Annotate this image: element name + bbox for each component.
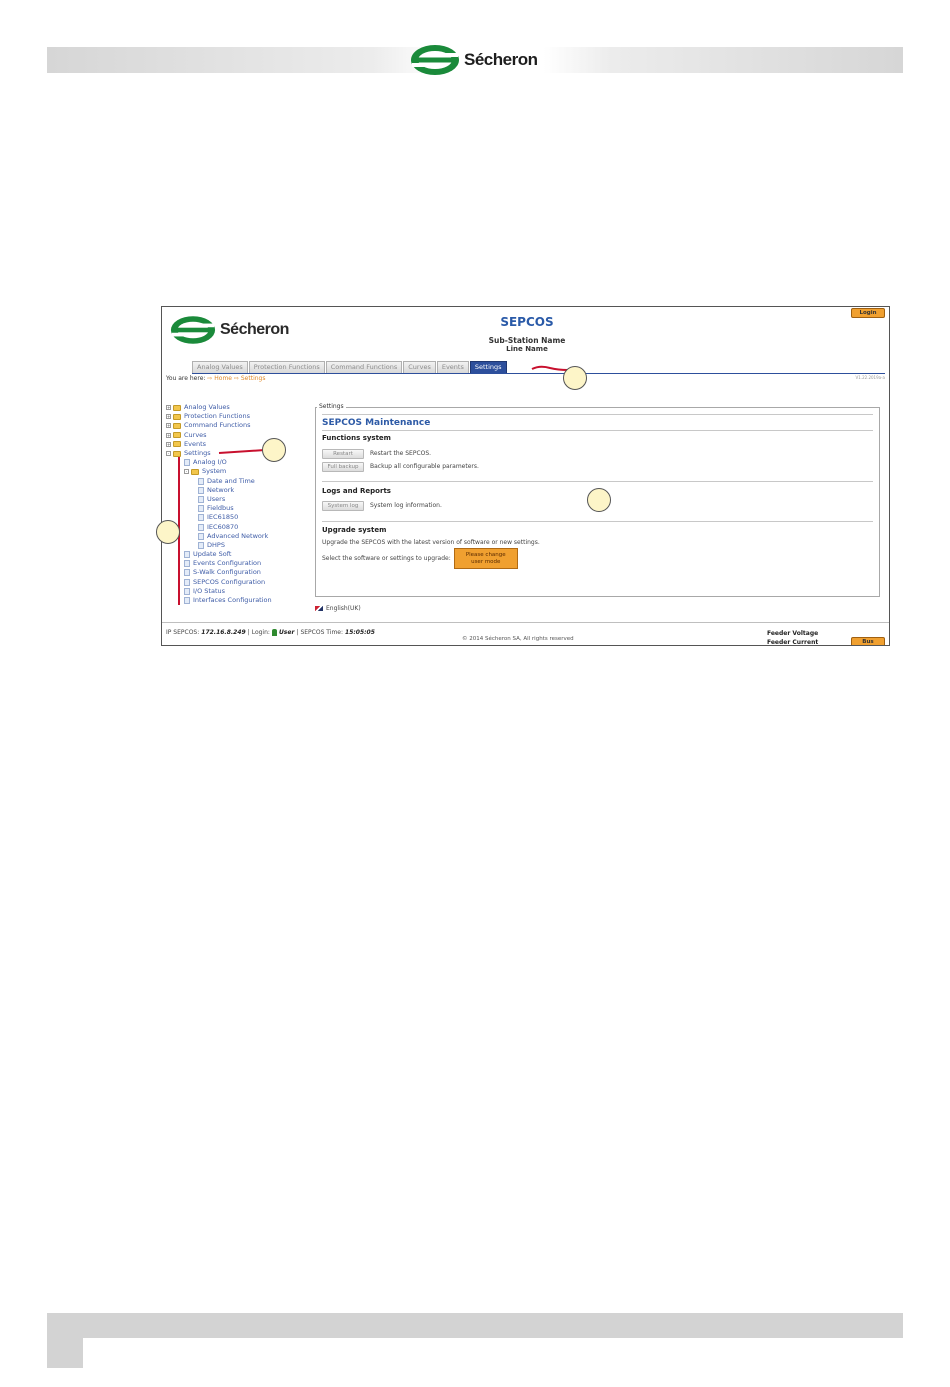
language-label: English(UK) [326, 605, 361, 612]
page-icon [198, 496, 204, 503]
panel-legend: Settings [319, 403, 344, 410]
upgrade-system-heading: Upgrade system [322, 526, 387, 534]
version-label: V1.22.2019a-a [855, 375, 885, 380]
folder-icon [173, 414, 181, 420]
tree-item[interactable] [166, 568, 306, 577]
time-value: 15:05:05 [345, 629, 375, 636]
page-icon [184, 560, 190, 567]
breadcrumb-arrow-icon: ⇨ [207, 375, 213, 382]
restart-button[interactable]: Restart [322, 449, 364, 459]
page-icon [198, 514, 204, 521]
collapse-icon[interactable]: - [167, 451, 170, 457]
tree-item-label: DHPS [207, 540, 225, 549]
callout-line-2 [217, 447, 267, 457]
user-icon [272, 629, 277, 636]
breadcrumb-arrow-icon: ⇨ [233, 375, 239, 382]
change-user-mode-button[interactable] [454, 548, 518, 569]
functions-system-heading: Functions system [322, 434, 391, 442]
login-button[interactable]: Login [851, 308, 885, 318]
tab-settings[interactable]: Settings [470, 361, 507, 373]
tree-item[interactable] [166, 486, 306, 495]
tree-item-label: Curves [184, 430, 207, 439]
uk-flag-icon [315, 606, 323, 611]
tree-item-label: I/O Status [193, 586, 226, 595]
tree-item[interactable] [166, 541, 306, 550]
tree-item-label: Analog I/O [193, 458, 227, 467]
page-brand-logo [410, 44, 537, 76]
page-icon [198, 478, 204, 485]
feeder-voltage-label: Feeder Voltage [767, 630, 819, 637]
expand-icon[interactable]: + [167, 423, 171, 429]
upgrade-description: Upgrade the SEPCOS with the latest version of software or new settings. [322, 539, 540, 546]
tree-item-label: Events [184, 439, 207, 448]
page-icon [184, 597, 190, 604]
secheron-logo-icon [170, 315, 216, 345]
system-log-description: System log information. [370, 502, 442, 509]
page-icon [184, 569, 190, 576]
tree-item-label: Settings [184, 449, 211, 458]
tree-item[interactable] [166, 467, 306, 476]
tree-item-label: S-Walk Configuration [193, 568, 261, 577]
panel-title: SEPCOS Maintenance [322, 418, 431, 428]
tree-item[interactable] [166, 458, 306, 467]
expand-icon[interactable]: + [167, 441, 171, 447]
tree-item-label: Update Soft [193, 550, 232, 559]
tree-item[interactable] [166, 495, 306, 504]
line-name: Line Name [506, 345, 548, 353]
breadcrumb-current: Settings [240, 375, 266, 382]
expand-icon[interactable]: + [167, 432, 171, 438]
tree-item[interactable] [166, 587, 306, 596]
ip-value: 172.16.8.249 [201, 629, 246, 636]
system-log-button[interactable]: System log [322, 501, 364, 511]
tab-curves[interactable]: Curves [403, 361, 436, 373]
tree-item[interactable] [166, 421, 306, 430]
tree-item[interactable] [166, 477, 306, 486]
tree-item-label: System [202, 467, 227, 476]
tree-item-label: Advanced Network [207, 531, 269, 540]
change-user-mode-line1: Please change [465, 552, 506, 558]
page-icon [184, 579, 190, 586]
tree-item-label: Fieldbus [207, 504, 234, 513]
tree-item-label: IEC60870 [207, 522, 239, 531]
sub-station-name: Sub-Station Name [488, 336, 566, 345]
tab-command-functions[interactable]: Command Functions [326, 361, 403, 373]
tree-item[interactable] [166, 412, 306, 421]
tree-item-label: Network [207, 485, 235, 494]
folder-icon [173, 441, 181, 447]
settings-tree [166, 403, 306, 605]
tree-item[interactable] [166, 522, 306, 531]
expand-icon[interactable]: + [167, 414, 171, 420]
tree-item[interactable] [166, 431, 306, 440]
tree-item[interactable] [166, 403, 306, 412]
feeder-readouts [767, 629, 818, 646]
page-footer-tab [47, 1338, 83, 1368]
tree-item-label: IEC61850 [207, 513, 239, 522]
tree-item-label: Analog Values [184, 403, 230, 412]
callout-circle-1 [563, 366, 587, 390]
tree-item[interactable] [166, 532, 306, 541]
folder-icon [173, 405, 181, 411]
tree-item[interactable] [166, 550, 306, 559]
folder-icon [191, 469, 199, 475]
callout-circle-2 [262, 438, 286, 462]
folder-icon [173, 423, 181, 429]
page-icon [198, 542, 204, 549]
page-icon [198, 533, 204, 540]
page-brand-text: Sécheron [464, 50, 538, 69]
language-selector[interactable] [315, 605, 361, 612]
page-icon [198, 505, 204, 512]
page-icon [198, 487, 204, 494]
tab-protection-functions[interactable]: Protection Functions [249, 361, 325, 373]
restart-description: Restart the SEPCOS. [370, 450, 432, 457]
login-label: Login: [251, 629, 270, 636]
tree-item[interactable] [166, 513, 306, 522]
status-bar: IP SEPCOS: 172.16.8.249 | Login: User | SEPCOS Time: 15:05:05 [166, 629, 375, 636]
page-icon [184, 588, 190, 595]
main-tabs [192, 361, 507, 373]
user-value: User [278, 629, 295, 636]
secheron-logo-icon [410, 44, 460, 76]
feeder-current-label: Feeder Current [767, 639, 819, 646]
tab-events[interactable]: Events [437, 361, 469, 373]
time-label: SEPCOS Time: [300, 629, 344, 636]
tree-item-label: Date and Time [207, 476, 255, 485]
ip-label: IP SEPCOS: [166, 629, 200, 636]
copyright: © 2014 Sécheron SA, All rights reserved [462, 636, 574, 642]
app-title: SEPCOS [500, 315, 554, 329]
folder-icon [173, 451, 181, 457]
upgrade-select-label: Select the software or settings to upgrade: [322, 555, 451, 562]
page-footer-band [47, 1313, 903, 1338]
tree-item-label: Events Configuration [193, 559, 262, 568]
callout-circle-3 [587, 488, 611, 512]
status-divider [162, 622, 889, 623]
tree-item-label: SEPCOS Configuration [193, 577, 266, 586]
change-user-mode-line2: user mode [471, 559, 501, 565]
bus-button[interactable]: Bus [851, 637, 885, 646]
page-icon [184, 459, 190, 466]
tab-analog-values[interactable]: Analog Values [192, 361, 248, 373]
tree-item[interactable] [166, 578, 306, 587]
tree-item-label: Interfaces Configuration [193, 596, 272, 605]
sepcos-web-ui [161, 306, 890, 646]
app-logo-text: Sécheron [220, 321, 289, 338]
tree-item-label: Command Functions [184, 421, 251, 430]
tree-item[interactable] [166, 596, 306, 605]
page-icon [198, 524, 204, 531]
tree-item-label: Users [207, 494, 226, 503]
breadcrumb-prefix: You are here: [166, 375, 206, 382]
tree-item[interactable] [166, 504, 306, 513]
folder-icon [173, 432, 181, 438]
tree-item-label: Protection Functions [184, 412, 250, 421]
logs-reports-heading: Logs and Reports [322, 487, 391, 495]
app-logo[interactable] [170, 315, 289, 345]
collapse-icon[interactable]: - [185, 469, 188, 475]
tree-item[interactable] [166, 559, 306, 568]
backup-description: Backup all configurable parameters. [370, 463, 479, 470]
expand-icon[interactable]: + [167, 405, 171, 411]
full-backup-button[interactable]: Full backup [322, 462, 364, 472]
page-icon [184, 551, 190, 558]
breadcrumb-home-link[interactable]: Home [214, 375, 232, 382]
callout-circle-4 [156, 520, 180, 544]
breadcrumb [166, 375, 265, 382]
